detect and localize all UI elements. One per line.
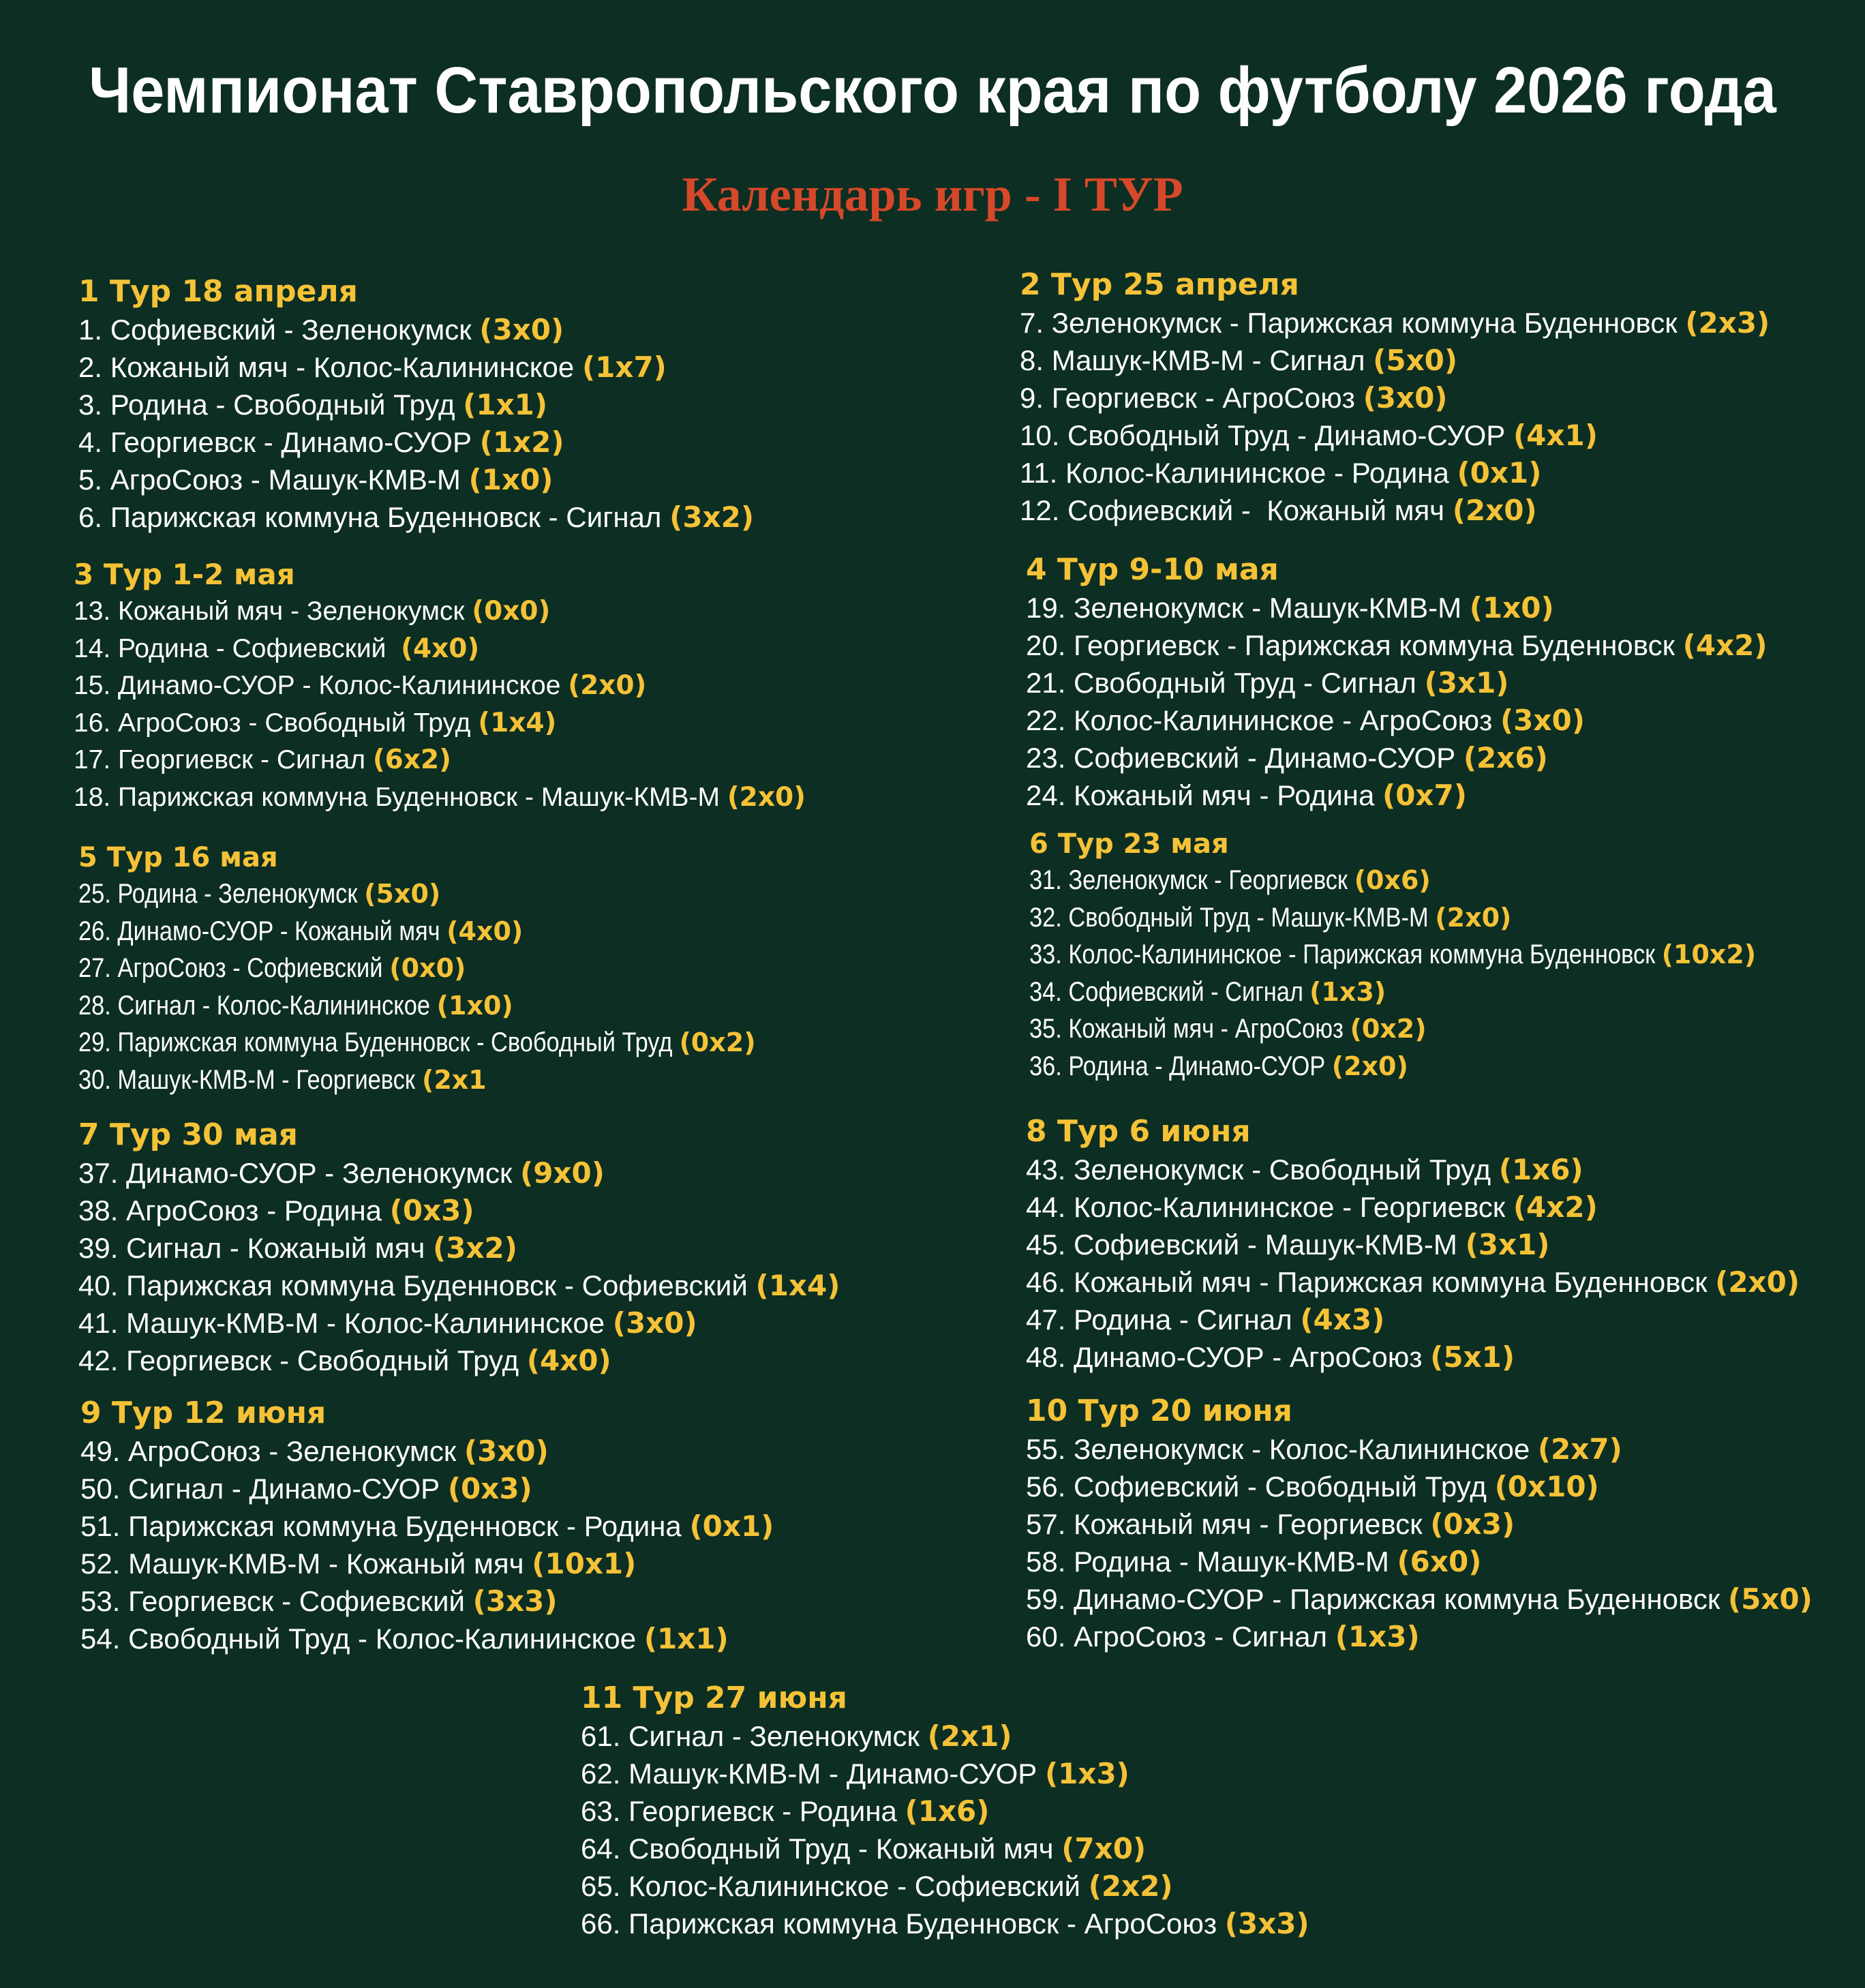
match-teams: 50. Сигнал - Динамо-СУОР — [80, 1473, 448, 1505]
match-teams: 59. Динамо-СУОР - Парижская коммуна Буденновск — [1026, 1583, 1728, 1615]
match-score: (4х0) — [446, 916, 524, 946]
match-row — [1020, 379, 1770, 417]
match-score: (0х3) — [447, 1472, 532, 1505]
match-row — [78, 461, 754, 498]
match-score: (2х0) — [1715, 1265, 1800, 1299]
match-teams: 65. Колос-Калининское - Софиевский — [581, 1870, 1089, 1902]
match-row — [1026, 1430, 1813, 1468]
match-score: (2х0) — [1435, 902, 1512, 933]
match-row — [581, 1830, 1309, 1867]
match-row — [581, 1717, 1309, 1755]
match-teams: 12. Софиевский - Кожаный мяч — [1020, 494, 1453, 526]
match-score: (10х1) — [532, 1547, 637, 1580]
match-score: (0х1) — [1457, 456, 1542, 490]
round-header: 11 Тур 27 июня — [581, 1681, 847, 1715]
match-row — [1029, 899, 1756, 937]
match-row — [581, 1867, 1309, 1905]
match-row — [78, 498, 754, 536]
match-row — [78, 875, 756, 913]
match-teams: 37. Динамо-СУОР - Зеленокумск — [78, 1157, 521, 1189]
match-score: (1х4) — [478, 707, 557, 738]
round-header: 3 Тур 1-2 мая — [74, 558, 295, 591]
match-teams: 44. Колос-Калининское - Георгиевск — [1026, 1191, 1513, 1223]
match-teams: 14. Родина - Софиевский — [74, 633, 401, 663]
match-teams: 29. Парижская коммуна Буденновск - Свободный Труд — [78, 1027, 680, 1057]
match-score: (1х2) — [479, 425, 564, 459]
match-score: (2х6) — [1463, 741, 1548, 774]
match-score: (5х0) — [1727, 1582, 1813, 1616]
match-score: (2х0) — [568, 670, 647, 701]
match-teams: 13. Кожаный мяч - Зеленокумск — [74, 597, 472, 626]
match-teams: 45. Софиевский - Машук-КМВ-М — [1026, 1229, 1466, 1261]
match-score: (4х2) — [1682, 629, 1768, 662]
match-row — [1029, 1048, 1756, 1085]
match-teams: 25. Родина - Зеленокумск — [78, 879, 364, 909]
match-row — [78, 311, 754, 348]
match-score: (0х6) — [1354, 865, 1431, 895]
match-teams: 47. Родина - Сигнал — [1026, 1304, 1301, 1336]
match-score: (5х0) — [364, 879, 441, 909]
match-teams: 9. Георгиевск - АгроСоюз — [1020, 382, 1363, 414]
match-score: (0х2) — [1350, 1014, 1427, 1044]
match-score: (0х0) — [472, 596, 551, 627]
match-score: (3х0) — [1363, 381, 1448, 415]
match-row — [1026, 1338, 1800, 1376]
round-11 — [581, 1679, 1309, 1942]
round-header: 5 Тур 16 мая — [78, 842, 278, 873]
match-teams: 8. Машук-КМВ-М - Сигнал — [1020, 344, 1374, 376]
match-teams: 20. Георгиевск - Парижская коммуна Буденновск — [1026, 629, 1683, 661]
match-row — [1029, 936, 1756, 974]
match-teams: 43. Зеленокумск - Свободный Труд — [1026, 1154, 1499, 1186]
match-score: (0х7) — [1382, 779, 1467, 812]
match-teams: 22. Колос-Калининское - АгроСоюз — [1026, 704, 1500, 736]
match-score: (2х0) — [727, 781, 806, 813]
round-1 — [78, 273, 754, 536]
match-row — [78, 1154, 840, 1192]
match-score: (3х2) — [433, 1231, 517, 1265]
round-3 — [74, 556, 806, 816]
match-row — [1029, 974, 1756, 1011]
match-row — [74, 742, 806, 779]
match-teams: 11. Колос-Калининское - Родина — [1020, 457, 1457, 489]
match-teams: 34. Софиевский - Сигнал — [1029, 976, 1310, 1007]
round-header: 9 Тур 12 июня — [80, 1396, 327, 1430]
match-row — [1026, 1151, 1800, 1188]
match-score: (2х1) — [927, 1719, 1012, 1753]
match-teams: 28. Сигнал - Колос-Калининское — [78, 990, 437, 1021]
match-row — [1026, 1188, 1800, 1226]
match-score: (2х1 — [421, 1064, 487, 1095]
match-row — [1026, 664, 1768, 702]
match-teams: 23. Софиевский - Динамо-СУОР — [1026, 742, 1464, 774]
match-row — [1026, 777, 1768, 814]
match-teams: 46. Кожаный мяч - Парижская коммуна Буденновск — [1026, 1266, 1716, 1298]
match-score: (2х0) — [1452, 494, 1537, 527]
match-score: (6х0) — [1397, 1545, 1482, 1578]
match-row — [78, 950, 756, 987]
match-row — [78, 386, 754, 423]
match-row — [78, 1192, 840, 1229]
match-row — [78, 1342, 840, 1379]
match-score: (3х0) — [1500, 704, 1585, 737]
match-score: (1х1) — [463, 388, 548, 421]
match-teams: 30. Машук-КМВ-М - Георгиевск — [78, 1064, 422, 1095]
match-score: (4х2) — [1513, 1190, 1598, 1224]
match-score: (7х0) — [1061, 1832, 1147, 1865]
match-teams: 17. Георгиевск - Сигнал — [74, 745, 373, 774]
match-row — [78, 1024, 756, 1061]
match-row — [78, 987, 756, 1025]
match-teams: 19. Зеленокумск - Машук-КМВ-М — [1026, 592, 1470, 624]
match-score: (0х0) — [389, 953, 466, 983]
match-row — [74, 631, 806, 668]
match-teams: 57. Кожаный мяч - Георгиевск — [1026, 1508, 1431, 1540]
match-teams: 54. Свободный Труд - Колос-Калининское — [80, 1623, 644, 1655]
match-row — [1020, 342, 1770, 379]
match-row — [78, 1061, 756, 1099]
match-row — [78, 348, 754, 386]
match-teams: 64. Свободный Труд - Кожаный мяч — [581, 1833, 1062, 1865]
match-score: (1х6) — [1498, 1153, 1583, 1186]
match-row — [1026, 1263, 1800, 1301]
match-row — [1026, 739, 1768, 777]
round-8 — [1026, 1113, 1800, 1376]
match-row — [1026, 1226, 1800, 1263]
match-teams: 31. Зеленокумск - Георгиевск — [1029, 865, 1354, 895]
match-score: (1х6) — [905, 1794, 990, 1828]
match-teams: 41. Машук-КМВ-М - Колос-Калининское — [78, 1307, 613, 1339]
match-row — [1026, 1301, 1800, 1338]
match-score: (0х2) — [679, 1027, 756, 1057]
match-score: (4х3) — [1300, 1303, 1385, 1336]
round-header: 6 Тур 23 мая — [1029, 828, 1229, 860]
match-teams: 2. Кожаный мяч - Колос-Калининское — [78, 351, 582, 383]
match-row — [78, 1304, 840, 1342]
match-score: (3х3) — [472, 1584, 558, 1618]
match-score: (1х0) — [436, 990, 513, 1021]
match-score: (3х1) — [1424, 666, 1509, 699]
match-score: (0х10) — [1494, 1470, 1599, 1503]
match-score: (4х0) — [401, 633, 480, 664]
match-row — [1026, 702, 1768, 739]
match-score: (1х7) — [581, 350, 667, 384]
round-6 — [1029, 826, 1756, 1085]
match-teams: 10. Свободный Труд - Динамо-СУОР — [1020, 419, 1513, 451]
match-row — [1020, 454, 1770, 492]
match-row — [1026, 589, 1768, 627]
match-row — [1029, 862, 1756, 899]
match-teams: 48. Динамо-СУОР - АгроСоюз — [1026, 1341, 1431, 1373]
page-title: Чемпионат Ставропольского края по футболу 2026 года — [89, 54, 1776, 127]
match-teams: 36. Родина - Динамо-СУОР — [1029, 1051, 1332, 1081]
match-teams: 7. Зеленокумск - Парижская коммуна Буденновск — [1020, 307, 1686, 339]
match-score: (3х1) — [1465, 1228, 1550, 1261]
match-score: (3х0) — [612, 1306, 697, 1340]
round-header: 2 Тур 25 апреля — [1020, 267, 1299, 302]
round-7 — [78, 1116, 840, 1379]
match-score: (3х0) — [479, 313, 564, 346]
match-teams: 32. Свободный Труд - Машук-КМВ-М — [1029, 902, 1436, 933]
match-score: (2х7) — [1537, 1432, 1622, 1466]
match-teams: 24. Кожаный мяч - Родина — [1026, 779, 1382, 811]
match-row — [1020, 492, 1770, 529]
match-teams: 52. Машук-КМВ-М - Кожаный мяч — [80, 1548, 532, 1580]
page-subtitle: Календарь игр - I ТУР — [682, 167, 1183, 222]
match-teams: 66. Парижская коммуна Буденновск - АгроСоюз — [581, 1908, 1225, 1940]
match-teams: 55. Зеленокумск - Колос-Калининское — [1026, 1433, 1538, 1465]
match-row — [74, 667, 806, 705]
match-row — [80, 1432, 774, 1470]
match-row — [1020, 304, 1770, 342]
match-score: (1х0) — [1469, 591, 1554, 624]
round-header: 1 Тур 18 апреля — [78, 274, 358, 309]
match-row — [80, 1507, 774, 1545]
match-teams: 1. Софиевский - Зеленокумск — [78, 314, 480, 346]
match-teams: 16. АгроСоюз - Свободный Труд — [74, 708, 479, 738]
match-teams: 38. АгроСоюз - Родина — [78, 1194, 390, 1226]
match-score: (6х2) — [372, 744, 451, 775]
match-score: (0х1) — [689, 1509, 774, 1543]
round-header: 4 Тур 9-10 мая — [1026, 552, 1279, 587]
match-teams: 15. Динамо-СУОР - Колос-Калининское — [74, 671, 568, 700]
match-score: (9х0) — [520, 1156, 605, 1190]
round-4 — [1026, 551, 1768, 814]
match-score: (3х0) — [464, 1434, 549, 1468]
match-row — [1029, 1010, 1756, 1048]
match-row — [1026, 627, 1768, 664]
match-teams: 39. Сигнал - Кожаный мяч — [78, 1232, 434, 1264]
match-score: (4х1) — [1513, 419, 1598, 452]
match-score: (5х0) — [1373, 344, 1458, 377]
match-score: (4х0) — [526, 1344, 611, 1377]
match-row — [74, 593, 806, 631]
match-score: (2х2) — [1088, 1869, 1173, 1903]
match-row — [1026, 1618, 1813, 1655]
round-10 — [1026, 1392, 1813, 1655]
match-teams: 58. Родина - Машук-КМВ-М — [1026, 1546, 1397, 1578]
match-score: (3х3) — [1224, 1907, 1309, 1940]
match-row — [80, 1545, 774, 1582]
match-row — [74, 705, 806, 742]
match-score: (0х3) — [389, 1194, 474, 1227]
round-2 — [1020, 266, 1770, 529]
match-row — [1026, 1543, 1813, 1580]
match-teams: 62. Машук-КМВ-М - Динамо-СУОР — [581, 1758, 1045, 1790]
match-teams: 60. АгроСоюз - Сигнал — [1026, 1621, 1335, 1653]
match-row — [581, 1792, 1309, 1830]
match-row — [581, 1905, 1309, 1942]
match-score: (10х2) — [1661, 939, 1757, 969]
match-row — [581, 1755, 1309, 1792]
match-row — [1026, 1468, 1813, 1505]
match-row — [1026, 1505, 1813, 1543]
match-teams: 35. Кожаный мяч - АгроСоюз — [1029, 1014, 1350, 1044]
match-row — [1020, 417, 1770, 454]
round-header: 10 Тур 20 июня — [1026, 1394, 1292, 1428]
match-teams: 27. АгроСоюз - Софиевский — [78, 953, 390, 983]
match-row — [1026, 1580, 1813, 1618]
match-score: (1х3) — [1044, 1757, 1129, 1790]
match-teams: 40. Парижская коммуна Буденновск - Софиевский — [78, 1269, 756, 1301]
match-score: (1х3) — [1335, 1620, 1420, 1653]
match-teams: 21. Свободный Труд - Сигнал — [1026, 667, 1425, 699]
match-row — [80, 1620, 774, 1657]
match-score: (5х1) — [1430, 1340, 1515, 1374]
match-teams: 33. Колос-Калининское - Парижская коммуна Буденновск — [1029, 939, 1662, 969]
round-header: 8 Тур 6 июня — [1026, 1114, 1251, 1149]
match-teams: 42. Георгиевск - Свободный Труд — [78, 1344, 527, 1376]
match-row — [80, 1582, 774, 1620]
match-teams: 4. Георгиевск - Динамо-СУОР — [78, 426, 480, 458]
match-teams: 18. Парижская коммуна Буденновск - Машук-КМВ-М — [74, 782, 727, 812]
match-row — [80, 1470, 774, 1507]
match-score: (0х3) — [1430, 1507, 1515, 1541]
match-row — [78, 423, 754, 461]
round-9 — [80, 1394, 774, 1657]
match-score: (2х3) — [1685, 306, 1770, 340]
match-score: (1х4) — [755, 1269, 840, 1302]
match-score: (1х0) — [468, 463, 554, 496]
match-row — [78, 913, 756, 950]
round-5 — [78, 840, 756, 1098]
match-teams: 26. Динамо-СУОР - Кожаный мяч — [78, 916, 447, 946]
match-teams: 3. Родина - Свободный Труд — [78, 389, 464, 421]
match-teams: 63. Георгиевск - Родина — [581, 1795, 905, 1827]
match-score: (1х3) — [1309, 976, 1386, 1007]
match-teams: 49. АгроСоюз - Зеленокумск — [80, 1435, 464, 1467]
match-teams: 5. АгроСоюз - Машук-КМВ-М — [78, 464, 469, 496]
match-teams: 51. Парижская коммуна Буденновск - Родина — [80, 1510, 690, 1542]
match-teams: 53. Георгиевск - Софиевский — [80, 1585, 473, 1617]
round-header: 7 Тур 30 мая — [78, 1117, 298, 1152]
match-score: (3х2) — [669, 500, 755, 534]
match-teams: 61. Сигнал - Зеленокумск — [581, 1720, 928, 1752]
match-score: (2х0) — [1331, 1051, 1408, 1081]
match-row — [78, 1267, 840, 1304]
match-teams: 6. Парижская коммуна Буденновск - Сигнал — [78, 501, 670, 533]
match-teams: 56. Софиевский - Свободный Труд — [1026, 1471, 1495, 1503]
match-score: (1х1) — [643, 1622, 729, 1655]
match-row — [78, 1229, 840, 1267]
match-row — [74, 779, 806, 817]
